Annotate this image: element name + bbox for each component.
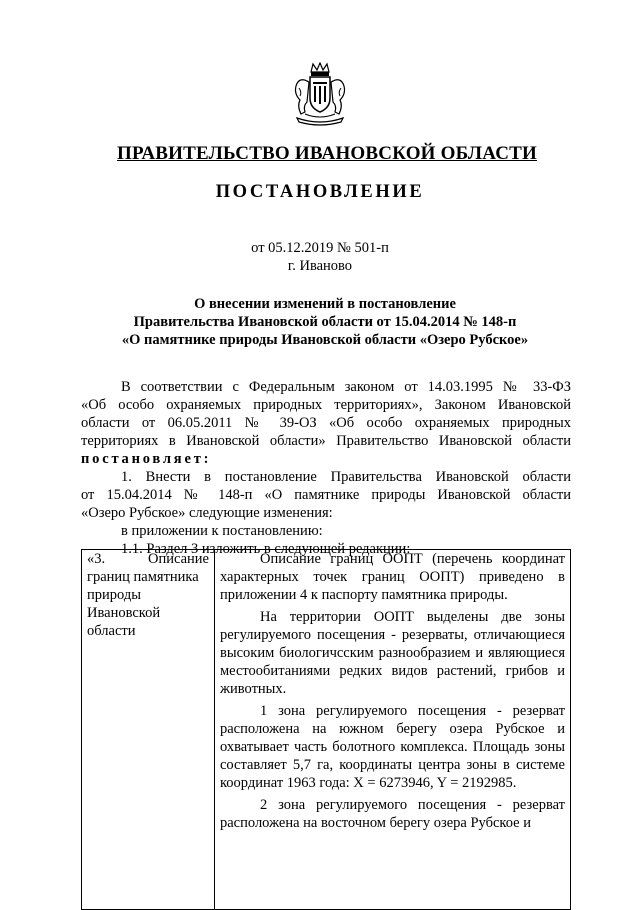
body-line: территориях в Ивановской области» Правительство Ивановской области bbox=[81, 433, 571, 449]
section-title-line: природы bbox=[87, 587, 141, 603]
decree-subject bbox=[90, 295, 560, 349]
government-title: ПРАВИТЕЛЬСТВО ИВАНОВСКОЙ ОБЛАСТИ bbox=[117, 143, 537, 164]
section-title-line: области bbox=[87, 623, 136, 639]
body-line: в приложении к постановлению: bbox=[121, 523, 323, 539]
section-paragraph: На территории ООПТ выделены две зоны регулируемого посещения - резерваты, отличающиеся высоким биологичсским разнообразием и являющиеся местообитаниями редких видов растений, грибов и животных. bbox=[220, 609, 565, 697]
body-line: В соответствии с Федеральным законом от 14.03.1995 № 33-ФЗ bbox=[121, 379, 571, 395]
table-cell-section-title bbox=[82, 550, 215, 910]
body-line: области от 06.05.2011 № 39-ОЗ «Об особо охраняемых природных bbox=[81, 415, 571, 431]
decree-date-number: от 05.12.2019 № 501-п bbox=[251, 240, 389, 256]
coat-of-arms-icon bbox=[291, 62, 349, 126]
subject-line: Правительства Ивановской области от 15.04.2014 № 148-п bbox=[133, 314, 517, 330]
decree-body bbox=[81, 378, 571, 558]
document-type-heading: ПОСТАНОВЛЕНИЕ bbox=[215, 182, 425, 202]
amendment-table bbox=[81, 549, 571, 910]
subject-line: «О памятнике природы Ивановской области «Озеро Рубское» bbox=[121, 332, 529, 348]
body-line: 1. Внести в постановление Правительства Ивановской области bbox=[121, 469, 571, 485]
section-title-line: «3. Описание bbox=[87, 551, 209, 567]
section-title-line: границ памятника bbox=[87, 569, 199, 585]
body-line: 1.1. Раздел 3 изложить в следующей редакции: bbox=[121, 541, 411, 557]
decree-word: постановляет: bbox=[81, 451, 212, 467]
body-line: «Озеро Рубское» следующие изменения: bbox=[81, 505, 333, 521]
section-title-line: Ивановской bbox=[87, 605, 161, 621]
section-paragraph: Описание границ ООПТ (перечень координат характерных точек границ ООПТ) приведено в приложении 4 к паспорту памятника природы. bbox=[220, 551, 565, 603]
section-paragraph: 2 зона регулируемого посещения - резерват расположена на восточном берегу озера Рубское и bbox=[220, 797, 565, 831]
body-line: от 15.04.2014 № 148-п «О памятнике природы Ивановской области bbox=[81, 487, 571, 503]
body-line: «Об особо охраняемых природных территориях», Законом Ивановской bbox=[81, 397, 571, 413]
subject-line: О внесении изменений в постановление bbox=[194, 296, 456, 312]
table-cell-section-text bbox=[215, 550, 571, 910]
decree-city: г. Иваново bbox=[287, 258, 353, 274]
section-paragraph: 1 зона регулируемого посещения - резерват расположена на южном берегу озера Рубское и охватывает часть болотного комплекса. Площадь зоны составляет 5,7 га, координаты центра зоны в системе координат 1963 года: X = 6273946, Y = 2192985. bbox=[220, 703, 565, 791]
table-row bbox=[82, 550, 571, 910]
